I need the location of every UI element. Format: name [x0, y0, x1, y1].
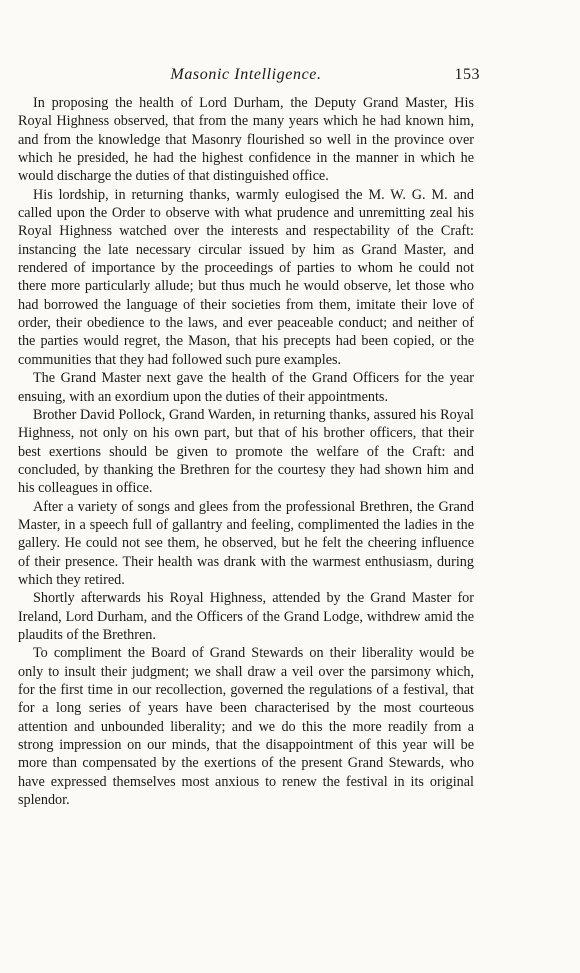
- page-number: 153: [454, 66, 480, 83]
- paragraph-grand-officers-toast: The Grand Master next gave the health of the Grand Officers for the year ensuing, with an exordium upon the duties of their appointments.: [18, 370, 474, 405]
- running-title: Masonic Intelligence.: [170, 66, 322, 83]
- paragraph-grand-stewards: To compliment the Board of Grand Stewards on their liberality would be only to insult their judgment; we shall draw a veil over the parsimony which, for the first time in our recollection, governed the regulations of a festival, that for a long series of years have been characterised by the most courteous attention and unbounded liberality; and we do this the more readily from a strong impression on our minds, that the disappointment of this year will be more than compensated by the exertions of the present Grand Stewards, who have expressed themselves most anxious to renew the festival in its original splendor.: [18, 645, 474, 809]
- paragraph-lord-durham-toast: In proposing the health of Lord Durham, the Deputy Grand Master, His Royal Highness observed, that from the many years which he had known him, and from the knowledge that Masonry flourished so well in the province over which he presided, he had the highest confidence in the manner in which he would discharge the duties of that distinguished office.: [18, 95, 474, 185]
- paragraph-withdrawal: Shortly afterwards his Royal Highness, attended by the Grand Master for Ireland, Lord Durham, and the Officers of the Grand Lodge, withdrew amid the plaudits of the Brethren.: [18, 590, 474, 643]
- paragraph-ladies-toast: After a variety of songs and glees from the professional Brethren, the Grand Master, in a speech full of gallantry and feeling, complimented the ladies in the gallery. He could not see them, he observed, but he felt the cheering influence of their presence. Their health was drank with the warmest enthusiasm, during which they retired.: [18, 498, 474, 588]
- paragraph-lordship-reply: His lordship, in returning thanks, warmly eulogised the M. W. G. M. and called upon the Order to observe with what prudence and unremitting zeal his Royal Highness watched over the interests and respectability of the Craft: instancing the late necessary circular issued by him as Grand Master, and rendered of importance by the proceedings of parties to whom he could not there more particularly allude; but thus much he would observe, let those who had borrowed the language of their societies from them, imitate their love of order, their obedience to the laws, and ever peaceable conduct; and neither of the parties would regret, the Mason, that his precepts had been copied, or the communities that they had followed such pure examples.: [18, 186, 474, 368]
- article-body: [18, 94, 474, 809]
- paragraph-david-pollock-reply: Brother David Pollock, Grand Warden, in returning thanks, assured his Royal Highness, not only on his own part, but that of his brother officers, that their best exertions should be given to promote the welfare of the Craft: and concluded, by thanking the Brethren for the courtesy they had shown him and his colleagues in office.: [18, 406, 474, 497]
- page-header: [18, 60, 480, 94]
